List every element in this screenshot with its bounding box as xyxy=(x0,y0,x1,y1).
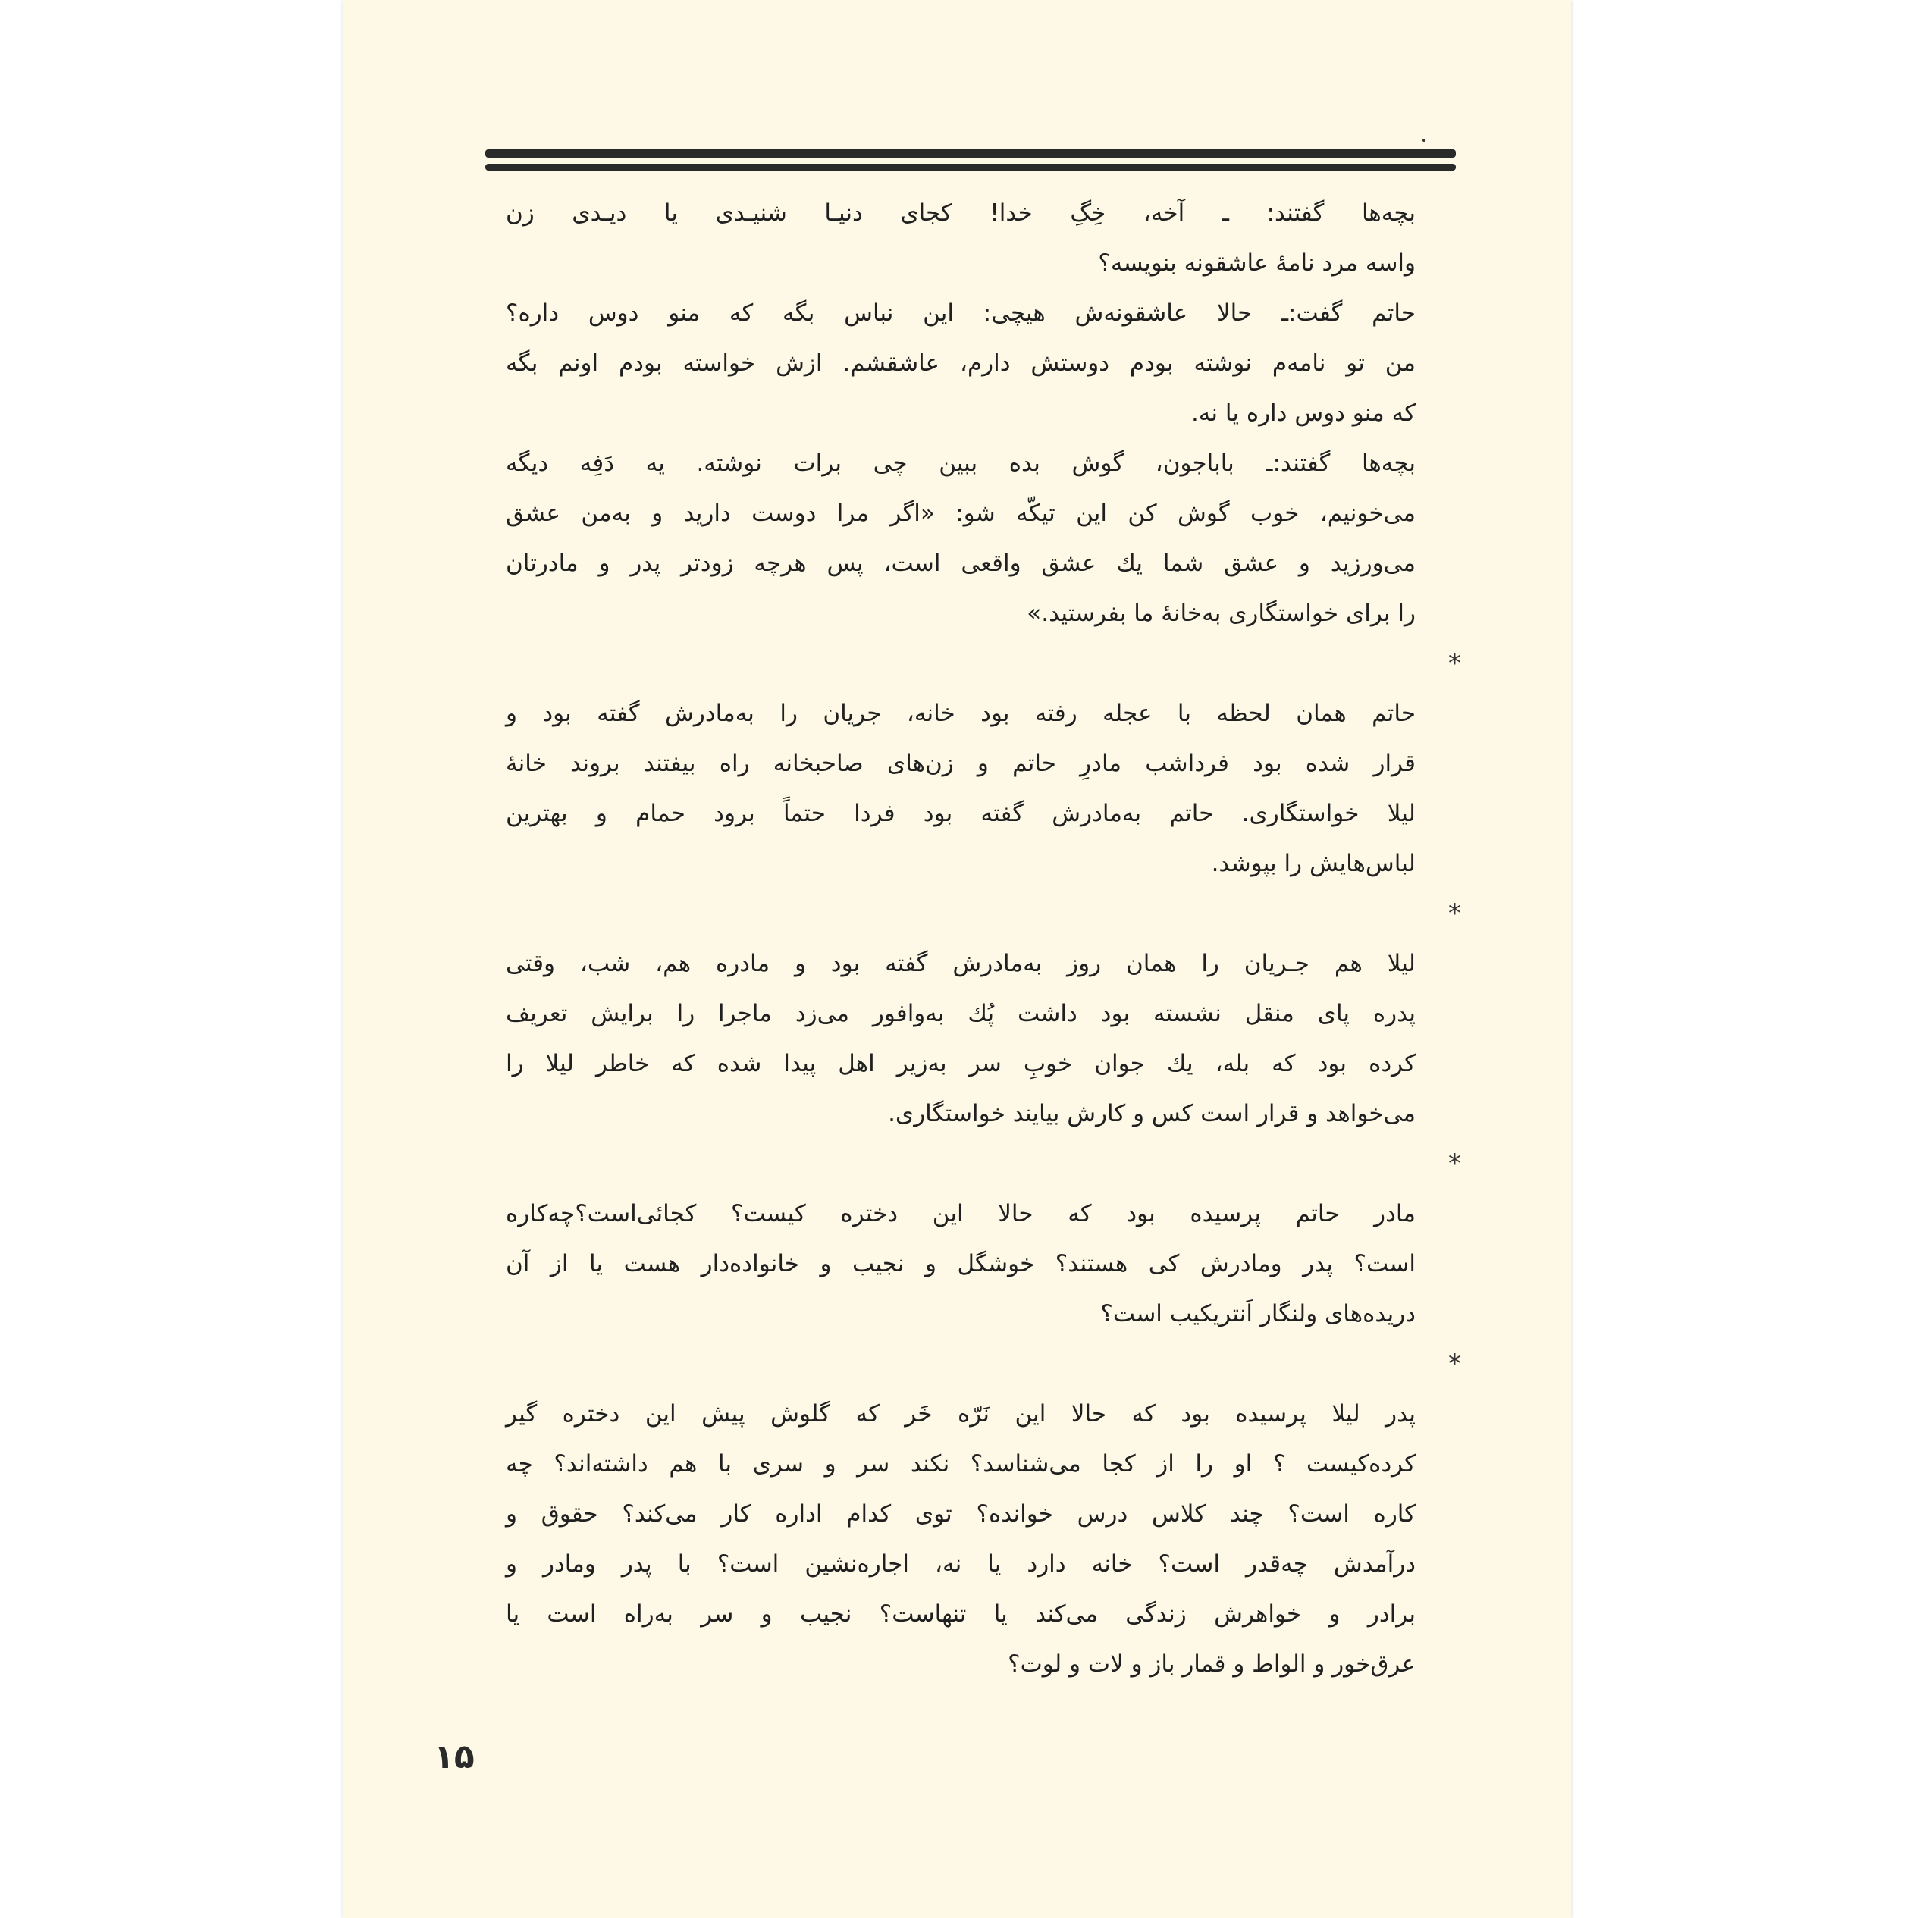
text-line: قرار شده بود فرداشب مادرِ حاتم و زن‌های صاحبخانه راه بیفتند بروند خانهٔ xyxy=(506,750,1416,777)
text-line: کاره است؟ چند کلاس درس خوانده؟ توی کدام اداره کار می‌کند؟ حقوق و xyxy=(506,1500,1416,1528)
text-line: که منو دوس داره یا نه. xyxy=(1190,400,1416,427)
book-page xyxy=(343,0,1571,1918)
text-line: می‌خونیم، خوب گوش کن این تیکّه شو: «اگر مرا دوست دارید و به‌من عشق xyxy=(506,500,1416,527)
text-line: لباس‌هایش را بپوشد. xyxy=(1211,850,1416,877)
text-line: پدره پای منقل نشسته بود داشت پُك به‌وافور می‌زد ماجرا را برایش تعریف xyxy=(506,1000,1416,1027)
text-line: کرده‌کیست ؟ او را از کجا می‌شناسد؟ نکند سر و سری با هم داشته‌اند؟ چه xyxy=(506,1450,1416,1478)
header-rule-thick xyxy=(485,149,1456,158)
decorative-dot xyxy=(1422,139,1425,142)
paragraph xyxy=(506,1389,1461,1689)
text-line: واسه مرد نامهٔ عاشقونه بنویسه؟ xyxy=(1098,249,1416,277)
text-line: کرده بود که بله، یك جوان خوبِ سر به‌زیر اهل پیدا شده که خاطر لیلا را xyxy=(506,1050,1416,1077)
text-line: مادر حاتم پرسیده بود که حالا این دختره کیست؟ کجائی‌است؟چه‌کاره xyxy=(506,1200,1416,1227)
section-separator: * xyxy=(1448,648,1461,679)
text-line: پدر لیلا پرسیده بود که حالا این نَرّه خَر که گلوش پیش این دختره گیر xyxy=(506,1400,1416,1428)
text-line: بچه‌ها گفتند:ـ باباجون، گوش بده ببین چی برات نوشته. یه دَفِه دیگه xyxy=(506,450,1416,477)
section-separator: * xyxy=(1448,898,1461,929)
section-separator: * xyxy=(1448,1149,1461,1179)
text-line: دریده‌های ولنگار اَنتریکیب است؟ xyxy=(1100,1300,1416,1327)
text-line: حاتم گفت:ـ حالا عاشقونه‌ش هیچی: این نباس بگه که منو دوس داره؟ xyxy=(506,299,1416,327)
text-line: را برای خواستگاری به‌خانهٔ ما بفرستید.» xyxy=(1027,600,1416,627)
text-line: عرق‌خور و الواط و قمار باز و لات و لوت؟ xyxy=(1008,1650,1416,1678)
section-separator: * xyxy=(1448,1349,1461,1379)
body-text xyxy=(506,188,1461,1689)
text-line: حاتم همان لحظه با عجله رفته بود خانه، جریان را به‌مادرش گفته بود و xyxy=(506,700,1416,727)
text-line: می‌خواهد و قرار است کس و کارش بیایند خواستگاری. xyxy=(888,1100,1416,1127)
text-line: می‌ورزید و عشق شما یك عشق واقعی است، پس هرچه زودتر پدر و مادرتان xyxy=(506,550,1416,577)
paragraph xyxy=(506,188,1461,288)
text-line: بچه‌ها گفتند: ـ آخه، خِگِ خدا! کجای دنیـا شنیـدی یا دیـدی زن xyxy=(506,199,1416,227)
paragraph xyxy=(506,939,1461,1139)
text-line: من تو نامه‌م نوشته بودم دوستش دارم، عاشقشم. ازش خواسته بودم اونم بگه xyxy=(506,349,1416,377)
text-line: برادر و خواهرش زندگی می‌کند یا تنهاست؟ نجیب و سر به‌راه است یا xyxy=(506,1600,1416,1628)
paragraph xyxy=(506,288,1461,438)
paragraph xyxy=(506,1189,1461,1339)
header-rule-thin xyxy=(485,164,1456,171)
text-line: است؟ پدر ومادرش کی هستند؟ خوشگل و نجیب و خانواده‌دار هست یا از آن xyxy=(506,1250,1416,1277)
text-line: لیلا هم جـریان را همان روز به‌مادرش گفته بود و مادره هم، شب، وقتی xyxy=(506,950,1416,977)
paragraph xyxy=(506,688,1461,888)
paragraph xyxy=(506,438,1461,638)
text-line: درآمدش چه‌قدر است؟ خانه دارد یا نه، اجاره‌نشین است؟ با پدر ومادر و xyxy=(506,1550,1416,1578)
text-line: لیلا خواستگاری. حاتم به‌مادرش گفته بود فردا حتماً برود حمام و بهترین xyxy=(506,800,1416,827)
page-number: ۱۵ xyxy=(434,1738,475,1776)
